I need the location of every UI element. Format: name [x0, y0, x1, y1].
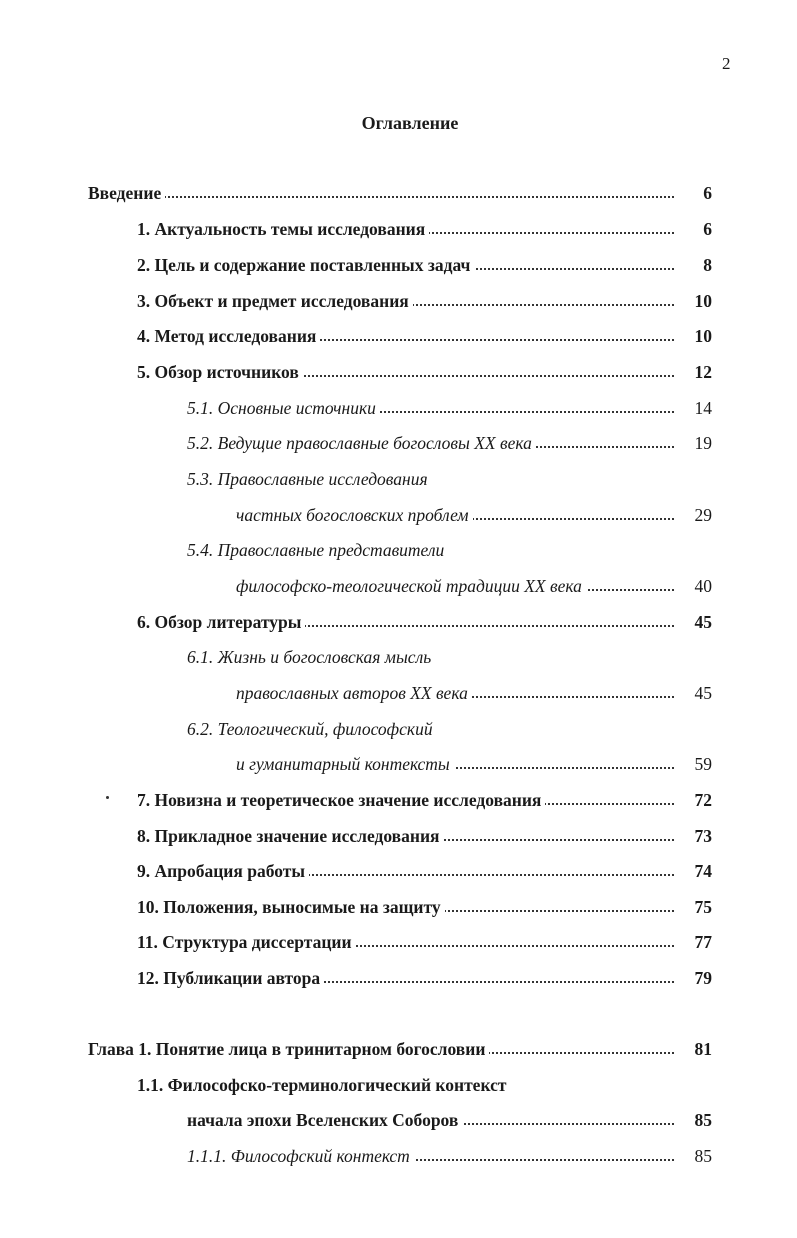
toc-page-ref: 6: [703, 183, 712, 203]
toc-page-ref: 79: [694, 968, 712, 988]
toc-page-ref: 75: [694, 897, 712, 917]
toc-subentry-line2: [236, 573, 674, 599]
toc-entry-text: православных авторов XX века: [236, 680, 472, 706]
toc-subentry-line1: [187, 537, 674, 563]
toc-page-ref: 29: [694, 505, 712, 525]
toc-entry-text: 5.2. Ведущие православные богословы XX века: [187, 430, 536, 456]
toc-entry-text: 3. Объект и предмет исследования: [137, 288, 413, 314]
toc-entry-text: 6. Обзор литературы: [137, 609, 305, 635]
toc-entry-text: 4. Метод исследования: [137, 323, 320, 349]
toc-page-ref: 85: [694, 1146, 712, 1166]
toc-subentry: [187, 395, 674, 421]
toc-subentry-line2: [236, 751, 674, 777]
toc-subentry-line1: [187, 716, 674, 742]
toc-entry-text: 6.1. Жизнь и богословская мысль: [187, 644, 435, 670]
toc-page-ref: 72: [694, 790, 712, 810]
toc-page-ref: 81: [694, 1039, 712, 1059]
toc-entry: [137, 216, 674, 242]
toc-page-ref: 19: [694, 433, 712, 453]
toc-entry: [137, 858, 674, 884]
toc-page-ref: 14: [694, 398, 712, 418]
toc-entry-line1: [137, 1072, 674, 1098]
toc-entry-text: 6.2. Теологический, философский: [187, 716, 437, 742]
toc-entry: [137, 609, 674, 635]
stray-mark: [106, 796, 109, 799]
toc-entry: [137, 252, 674, 278]
toc-page-ref: 6: [703, 219, 712, 239]
toc-page-ref: 45: [694, 612, 712, 632]
toc-entry: [137, 929, 674, 955]
toc-entry-text: Введение: [88, 180, 165, 206]
toc-subentry-line2: [236, 680, 674, 706]
toc-page-ref: 74: [694, 861, 712, 881]
toc-page-ref: 45: [694, 683, 712, 703]
toc-subentry-line1: [187, 466, 674, 492]
toc-page-ref: 10: [694, 326, 712, 346]
toc-entry-text: 11. Структура диссертации: [137, 929, 356, 955]
toc-entry-introduction: [88, 180, 674, 206]
toc-entry: [137, 787, 674, 813]
leader-dots: [88, 196, 674, 198]
toc-subentry: [187, 430, 674, 456]
toc-entry-text: 10. Положения, выносимые на защиту: [137, 894, 445, 920]
toc-entry-text: и гуманитарный контексты: [236, 751, 454, 777]
toc-entry: [137, 823, 674, 849]
toc-entry: [137, 965, 674, 991]
toc-entry-text: философско-теологической традиции XX века: [236, 573, 586, 599]
toc-page-ref: 10: [694, 291, 712, 311]
toc-entry-text: Глава 1. Понятие лица в тринитарном богословии: [88, 1036, 489, 1062]
toc-page-ref: 12: [694, 362, 712, 382]
toc-title: Оглавление: [361, 113, 459, 133]
toc-entry-text: 8. Прикладное значение исследования: [137, 823, 444, 849]
toc-entry-text: 2. Цель и содержание поставленных задач: [137, 252, 474, 278]
page-number: 2: [722, 54, 731, 73]
toc-entry-text: частных богословских проблем: [236, 502, 473, 528]
toc-page-ref: 59: [694, 754, 712, 774]
toc-entry-text: начала эпохи Вселенских Соборов: [187, 1107, 462, 1133]
toc-entry-text: 1. Актуальность темы исследования: [137, 216, 429, 242]
toc-entry: [137, 359, 674, 385]
toc-subentry-line2: [236, 502, 674, 528]
toc-entry: [137, 323, 674, 349]
toc-subentry: [187, 1143, 674, 1169]
toc-page-ref: 8: [703, 255, 712, 275]
toc-entry: [137, 894, 674, 920]
toc-page-ref: 77: [694, 932, 712, 952]
toc-entry-text: 5. Обзор источников: [137, 359, 303, 385]
toc-entry-text: 1.1.1. Философский контекст: [187, 1143, 414, 1169]
toc-page-ref: 85: [694, 1110, 712, 1130]
toc-chapter-1: [88, 1036, 674, 1062]
toc-entry-text: 7. Новизна и теоретическое значение исследования: [137, 787, 545, 813]
toc-subentry-line1: [187, 644, 674, 670]
toc-entry-text: 5.4. Православные представители: [187, 537, 448, 563]
toc-entry-text: 9. Апробация работы: [137, 858, 309, 884]
toc-entry-line2: [187, 1107, 674, 1133]
toc-entry-text: 5.3. Православные исследования: [187, 466, 432, 492]
toc-page-ref: 73: [694, 826, 712, 846]
toc-entry-text: 12. Публикации автора: [137, 965, 324, 991]
toc-entry: [137, 288, 674, 314]
toc-entry-text: 1.1. Философско-терминологический контекст: [137, 1072, 510, 1098]
toc-page-ref: 40: [694, 576, 712, 596]
toc-entry-text: 5.1. Основные источники: [187, 395, 380, 421]
